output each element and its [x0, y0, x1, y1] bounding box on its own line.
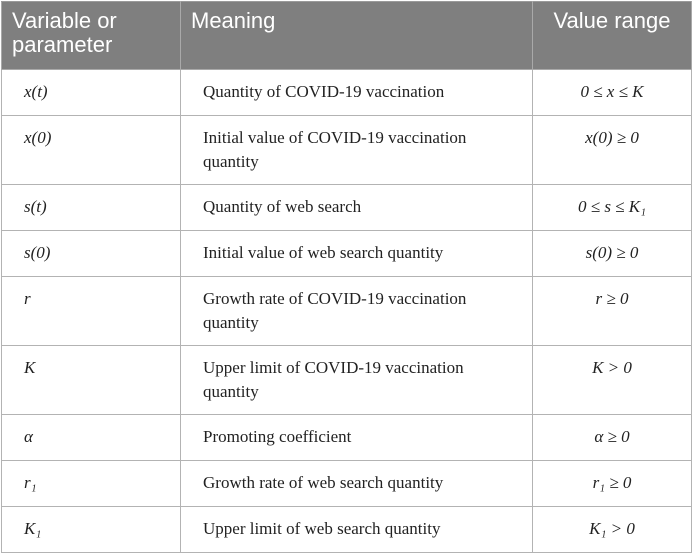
header-variable: Variable or parameter	[2, 2, 181, 70]
parameter-table-container	[1, 1, 691, 539]
row-symbol: s(0)	[2, 231, 181, 277]
row-symbol: r	[2, 277, 181, 346]
row-range: r ≥ 0	[533, 277, 692, 346]
row-symbol: α	[2, 415, 181, 461]
table-row	[2, 507, 692, 553]
row-symbol: K	[2, 346, 181, 415]
table-header-row	[2, 2, 692, 70]
header-meaning: Meaning	[181, 2, 533, 70]
row-meaning: Initial value of COVID-19 vaccination quantity	[181, 116, 533, 185]
table-row	[2, 231, 692, 277]
row-meaning: Quantity of web search	[181, 185, 533, 231]
table-row	[2, 70, 692, 116]
table-row	[2, 346, 692, 415]
row-symbol: r₁	[2, 461, 181, 507]
table-row	[2, 461, 692, 507]
table-row	[2, 185, 692, 231]
row-meaning: Growth rate of web search quantity	[181, 461, 533, 507]
row-meaning: Quantity of COVID-19 vaccination	[181, 70, 533, 116]
row-symbol: s(t)	[2, 185, 181, 231]
parameter-table	[1, 1, 692, 553]
row-meaning: Upper limit of web search quantity	[181, 507, 533, 553]
row-meaning: Growth rate of COVID-19 vaccination quantity	[181, 277, 533, 346]
row-meaning: Upper limit of COVID-19 vaccination quantity	[181, 346, 533, 415]
header-value-range: Value range	[533, 2, 692, 70]
row-meaning: Promoting coefficient	[181, 415, 533, 461]
row-range: 0 ≤ s ≤ K₁	[533, 185, 692, 231]
row-meaning: Initial value of web search quantity	[181, 231, 533, 277]
table-row	[2, 277, 692, 346]
row-symbol: K₁	[2, 507, 181, 553]
row-range: K₁ > 0	[533, 507, 692, 553]
row-symbol: x(t)	[2, 70, 181, 116]
row-range: r₁ ≥ 0	[533, 461, 692, 507]
table-row	[2, 116, 692, 185]
row-range: K > 0	[533, 346, 692, 415]
table-row	[2, 415, 692, 461]
row-range: s(0) ≥ 0	[533, 231, 692, 277]
row-range: α ≥ 0	[533, 415, 692, 461]
row-range: 0 ≤ x ≤ K	[533, 70, 692, 116]
row-range: x(0) ≥ 0	[533, 116, 692, 185]
row-symbol: x(0)	[2, 116, 181, 185]
